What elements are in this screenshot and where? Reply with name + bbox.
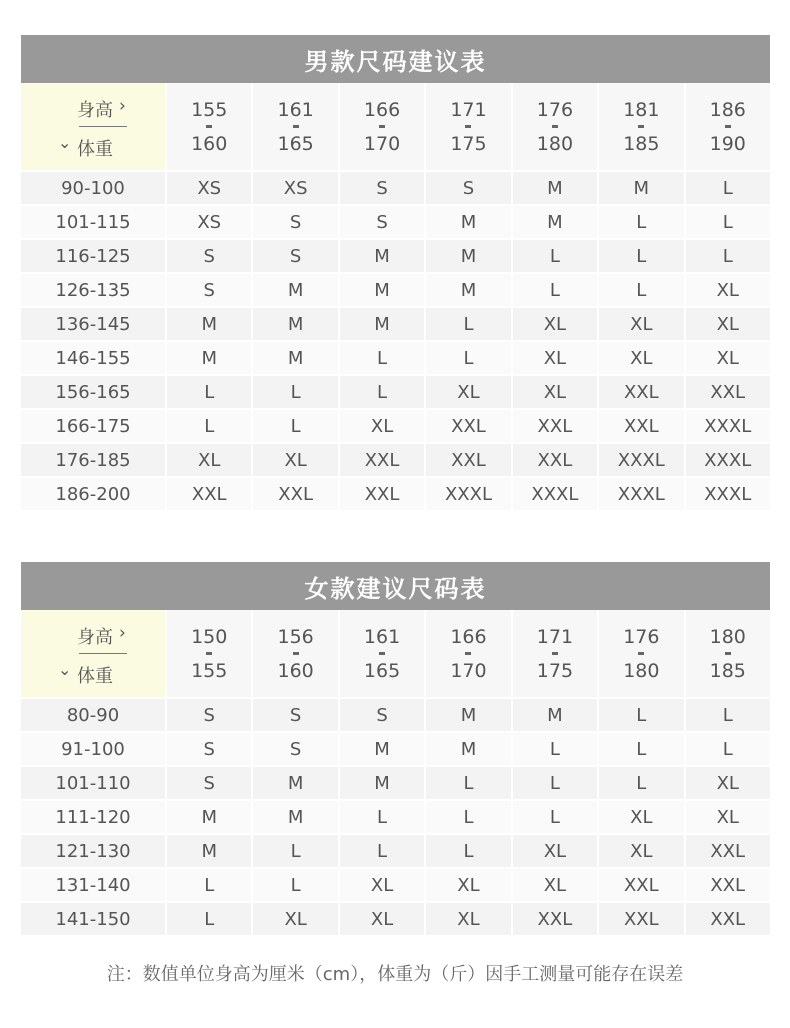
size-cell: M: [424, 240, 510, 272]
women-corner-cell: [21, 610, 165, 697]
weight-range-cell: 111-120: [55, 806, 131, 828]
range-dash: [638, 652, 644, 655]
height-range-header: [424, 83, 510, 170]
height-range-start: 186: [709, 98, 746, 121]
size-cell: L: [511, 274, 597, 306]
weight-range-cell: 186-200: [55, 483, 131, 505]
size-cell: XL: [511, 376, 597, 408]
height-range-start: 166: [363, 98, 401, 121]
weight-range-cell: 146-155: [55, 347, 131, 369]
height-range-end: 160: [277, 659, 314, 682]
size-cell: M: [424, 274, 510, 306]
size-cell: XL: [511, 869, 597, 901]
size-cell: M: [338, 274, 424, 306]
women-header-row: [21, 610, 770, 697]
size-cell: XL: [597, 342, 683, 374]
size-cell: L: [424, 342, 510, 374]
size-cell: XXL: [684, 376, 770, 408]
weight-range-cell: 166-175: [55, 415, 131, 437]
table-row: [21, 206, 770, 238]
range-dash: [465, 652, 471, 655]
size-cell: L: [597, 733, 683, 765]
size-cell: S: [338, 206, 424, 238]
size-cell: XL: [338, 869, 424, 901]
size-cell: L: [165, 376, 251, 408]
size-cell: L: [511, 733, 597, 765]
size-cell: L: [511, 767, 597, 799]
size-cell: XXL: [424, 410, 510, 442]
height-range-start: 155: [191, 98, 228, 121]
size-cell: L: [251, 869, 337, 901]
table-row: [21, 274, 770, 306]
range-dash: [293, 125, 299, 128]
size-cell: XXL: [511, 903, 597, 935]
height-range-header: [165, 610, 251, 697]
size-cell: XXL: [597, 903, 683, 935]
size-cell: XXL: [597, 410, 683, 442]
men-table-title: 男款尺码建议表: [21, 35, 770, 83]
size-cell: M: [424, 699, 510, 731]
size-cell: XL: [597, 308, 683, 340]
height-range-start: 161: [277, 98, 314, 121]
size-cell: L: [597, 206, 683, 238]
size-cell: M: [511, 172, 597, 204]
size-cell: XL: [251, 903, 337, 935]
size-cell: M: [251, 767, 337, 799]
size-cell: L: [251, 835, 337, 867]
height-range-start: 171: [450, 98, 487, 121]
corner-divider: [79, 653, 127, 654]
weight-axis-label: 体重: [77, 666, 113, 687]
table-row: [21, 308, 770, 340]
size-cell: S: [165, 767, 251, 799]
size-cell: XL: [338, 903, 424, 935]
height-range-header: [251, 610, 337, 697]
range-dash: [725, 125, 731, 128]
height-range-header: [251, 83, 337, 170]
size-cell: L: [165, 903, 251, 935]
size-cell: M: [424, 733, 510, 765]
size-cell: XL: [684, 308, 770, 340]
size-cell: XL: [338, 410, 424, 442]
height-axis-label: 身高: [77, 627, 113, 648]
size-cell: XXXL: [597, 478, 683, 510]
size-cell: XXL: [424, 444, 510, 476]
weight-range-cell: 136-145: [55, 313, 131, 335]
height-range-end: 175: [536, 659, 574, 682]
size-cell: XL: [511, 308, 597, 340]
weight-range-cell: 141-150: [55, 908, 131, 930]
table-row: [21, 903, 770, 935]
size-cell: S: [251, 206, 337, 238]
size-cell: M: [338, 308, 424, 340]
range-dash: [552, 125, 558, 128]
men-header-row: [21, 83, 770, 170]
size-cell: XXXL: [424, 478, 510, 510]
size-cell: L: [424, 801, 510, 833]
height-range-start: 180: [709, 625, 746, 648]
corner-divider: [79, 126, 127, 127]
height-range-end: 190: [709, 132, 746, 155]
weight-range-cell: 116-125: [55, 245, 131, 267]
height-range-end: 165: [277, 132, 314, 155]
size-cell: M: [338, 240, 424, 272]
size-cell: M: [165, 342, 251, 374]
size-cell: M: [597, 172, 683, 204]
height-range-header: [338, 610, 424, 697]
size-cell: M: [338, 767, 424, 799]
size-cell: M: [165, 835, 251, 867]
table-row: [21, 240, 770, 272]
size-cell: S: [338, 172, 424, 204]
size-cell: M: [511, 206, 597, 238]
weight-range-cell: 176-185: [55, 449, 131, 471]
height-range-start: 181: [623, 98, 660, 121]
size-cell: XL: [424, 869, 510, 901]
size-cell: L: [251, 376, 337, 408]
weight-range-cell: 80-90: [66, 704, 120, 726]
women-table-title: 女款建议尺码表: [21, 562, 770, 610]
height-range-header: [338, 83, 424, 170]
weight-range-cell: 101-110: [55, 772, 131, 794]
size-cell: L: [165, 869, 251, 901]
weight-axis-label: 体重: [77, 139, 113, 160]
size-cell: M: [424, 206, 510, 238]
size-cell: XL: [424, 376, 510, 408]
size-cell: S: [165, 699, 251, 731]
height-range-end: 165: [363, 659, 401, 682]
range-dash: [465, 125, 471, 128]
men-corner-cell: [21, 83, 165, 170]
size-cell: L: [338, 835, 424, 867]
table-row: [21, 444, 770, 476]
range-dash: [293, 652, 299, 655]
height-range-end: 175: [450, 132, 487, 155]
table-row: [21, 172, 770, 204]
height-range-start: 150: [191, 625, 228, 648]
range-dash: [725, 652, 731, 655]
range-dash: [206, 125, 212, 128]
size-cell: XXXL: [684, 410, 770, 442]
table-row: [21, 699, 770, 731]
size-cell: S: [251, 733, 337, 765]
weight-range-cell: 101-115: [55, 211, 131, 233]
size-cell: XXXL: [511, 478, 597, 510]
chevron-down-icon: ⌄: [58, 660, 72, 679]
size-cell: XXXL: [684, 478, 770, 510]
size-cell: XXL: [338, 478, 424, 510]
size-cell: L: [597, 274, 683, 306]
size-cell: XL: [251, 444, 337, 476]
height-range-end: 170: [363, 132, 401, 155]
weight-range-cell: 126-135: [55, 279, 131, 301]
size-cell: XXL: [597, 376, 683, 408]
footnote: 注：数值单位身高为厘米（cm），体重为（斤）因手工测量可能存在误差: [106, 964, 684, 985]
size-cell: M: [511, 699, 597, 731]
height-axis-label: 身高: [77, 100, 113, 121]
size-cell: XXL: [511, 410, 597, 442]
height-range-start: 171: [536, 625, 574, 648]
size-cell: L: [424, 308, 510, 340]
size-cell: M: [251, 274, 337, 306]
size-cell: XXL: [684, 903, 770, 935]
size-cell: S: [165, 733, 251, 765]
table-row: [21, 342, 770, 374]
size-cell: XL: [684, 767, 770, 799]
size-cell: L: [338, 376, 424, 408]
height-range-end: 185: [623, 132, 660, 155]
size-cell: L: [424, 835, 510, 867]
weight-range-cell: 90-100: [61, 177, 125, 199]
size-cell: L: [684, 206, 770, 238]
size-cell: XXXL: [597, 444, 683, 476]
size-cell: XL: [684, 801, 770, 833]
height-range-header: [597, 83, 683, 170]
size-cell: S: [424, 172, 510, 204]
range-dash: [638, 125, 644, 128]
size-cell: XXL: [684, 869, 770, 901]
height-range-start: 176: [623, 625, 660, 648]
weight-range-cell: 91-100: [61, 738, 125, 760]
size-cell: XXL: [684, 835, 770, 867]
size-cell: L: [251, 410, 337, 442]
chevron-right-icon: ›: [119, 623, 126, 643]
height-range-end: 155: [191, 659, 228, 682]
size-cell: L: [165, 410, 251, 442]
size-cell: XL: [684, 274, 770, 306]
table-row: [21, 478, 770, 510]
size-cell: M: [165, 801, 251, 833]
height-range-start: 166: [450, 625, 487, 648]
height-range-header: [511, 83, 597, 170]
table-row: [21, 767, 770, 799]
table-row: [21, 376, 770, 408]
size-cell: L: [597, 240, 683, 272]
height-range-end: 180: [623, 659, 660, 682]
chevron-down-icon: ⌄: [58, 133, 72, 152]
size-cell: L: [597, 699, 683, 731]
size-cell: M: [165, 308, 251, 340]
size-cell: M: [251, 308, 337, 340]
range-dash: [379, 652, 385, 655]
size-cell: S: [165, 240, 251, 272]
size-cell: L: [597, 767, 683, 799]
size-cell: S: [251, 699, 337, 731]
size-cell: S: [165, 274, 251, 306]
size-cell: XL: [511, 342, 597, 374]
size-cell: L: [338, 801, 424, 833]
height-range-start: 161: [363, 625, 401, 648]
height-range-end: 160: [191, 132, 228, 155]
table-row: [21, 410, 770, 442]
size-cell: XL: [597, 801, 683, 833]
size-cell: L: [684, 240, 770, 272]
weight-range-cell: 121-130: [55, 840, 131, 862]
size-cell: XS: [251, 172, 337, 204]
range-dash: [379, 125, 385, 128]
size-cell: M: [251, 801, 337, 833]
size-cell: S: [251, 240, 337, 272]
chevron-right-icon: ›: [119, 96, 126, 116]
height-range-start: 176: [536, 98, 574, 121]
size-cell: XXL: [338, 444, 424, 476]
height-range-header: [684, 83, 770, 170]
height-range-header: [597, 610, 683, 697]
size-cell: L: [684, 172, 770, 204]
size-cell: L: [684, 699, 770, 731]
size-cell: XL: [165, 444, 251, 476]
range-dash: [206, 652, 212, 655]
weight-range-cell: 156-165: [55, 381, 131, 403]
size-cell: L: [424, 767, 510, 799]
size-cell: XL: [511, 835, 597, 867]
height-range-header: [424, 610, 510, 697]
range-dash: [552, 652, 558, 655]
size-cell: L: [511, 801, 597, 833]
table-row: [21, 733, 770, 765]
size-cell: S: [338, 699, 424, 731]
size-cell: M: [251, 342, 337, 374]
table-row: [21, 801, 770, 833]
height-range-header: [511, 610, 597, 697]
size-cell: XS: [165, 172, 251, 204]
table-row: [21, 835, 770, 867]
size-cell: L: [684, 733, 770, 765]
size-cell: XL: [684, 342, 770, 374]
height-range-end: 170: [450, 659, 487, 682]
size-cell: L: [338, 342, 424, 374]
height-range-end: 180: [536, 132, 574, 155]
size-cell: M: [338, 733, 424, 765]
men-size-table: [21, 35, 770, 510]
size-cell: XXL: [597, 869, 683, 901]
height-range-header: [684, 610, 770, 697]
height-range-end: 185: [709, 659, 746, 682]
size-cell: XL: [424, 903, 510, 935]
size-cell: XXL: [511, 444, 597, 476]
size-cell: L: [511, 240, 597, 272]
size-cell: XL: [597, 835, 683, 867]
size-cell: XXL: [165, 478, 251, 510]
size-cell: XXXL: [684, 444, 770, 476]
size-cell: XS: [165, 206, 251, 238]
table-row: [21, 869, 770, 901]
size-cell: XXL: [251, 478, 337, 510]
weight-range-cell: 131-140: [55, 874, 131, 896]
women-size-table: [21, 562, 770, 935]
height-range-header: [165, 83, 251, 170]
height-range-start: 156: [277, 625, 314, 648]
